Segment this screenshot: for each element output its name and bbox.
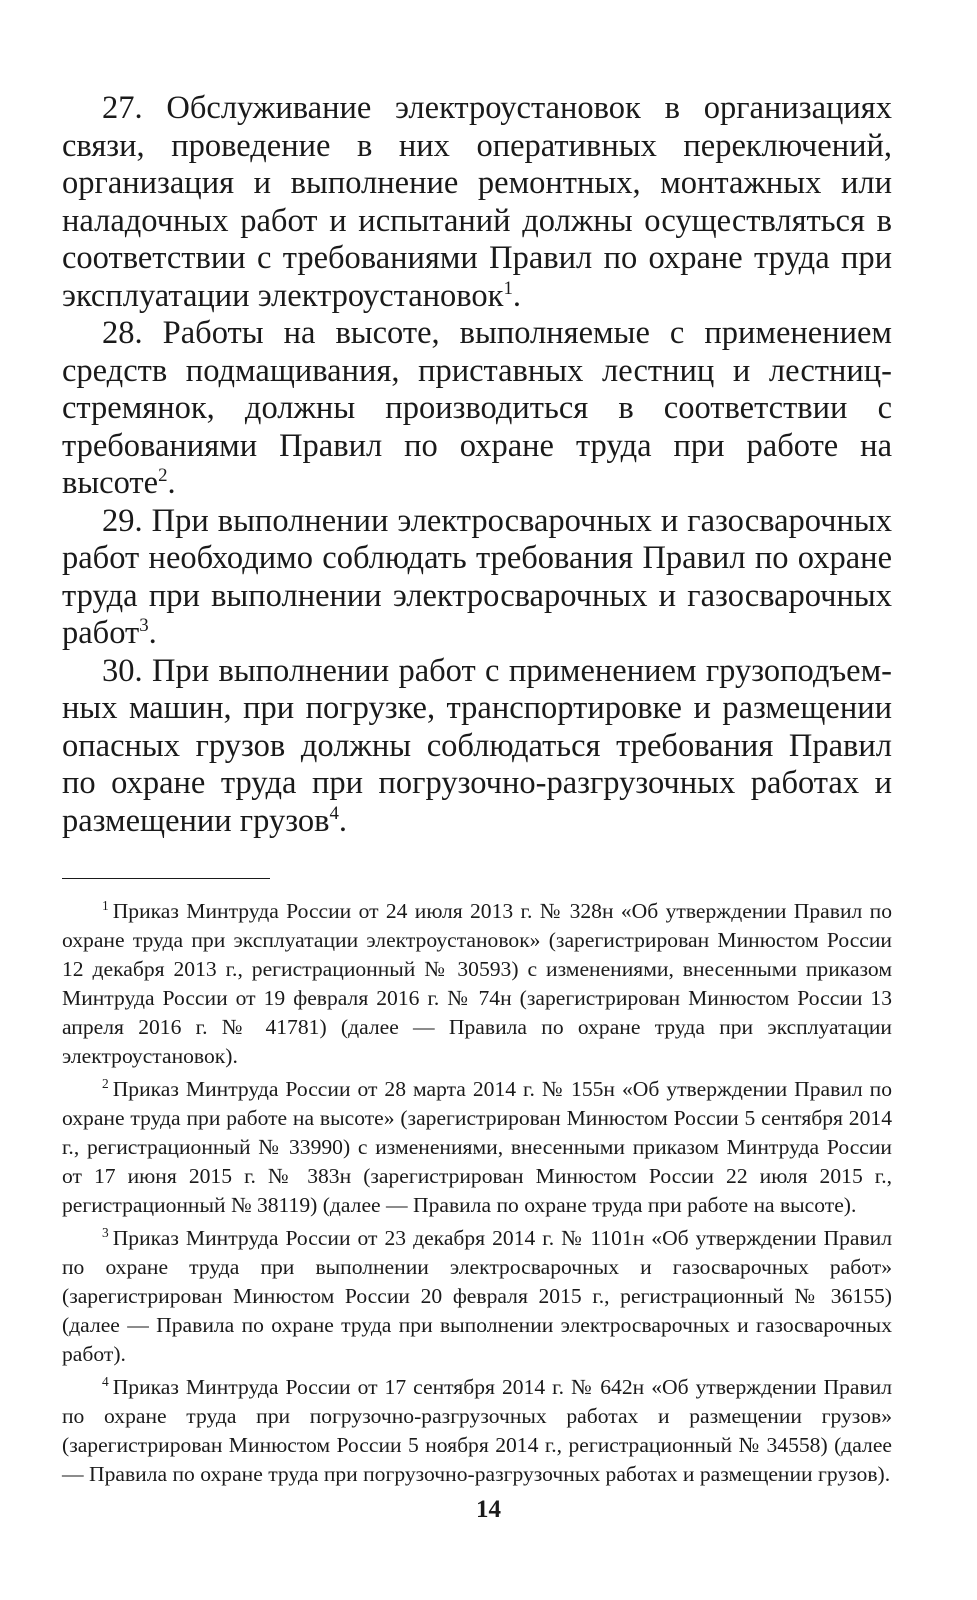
page-number: 14 xyxy=(476,1496,501,1523)
footnote-separator xyxy=(62,878,270,879)
footnote-4 xyxy=(62,1373,892,1489)
paragraph-text: 27. Обслуживание электроустановок в организациях связи, проведение в них оперативных переключений, организация и выполнение ремонтных, монтажных или наладочных работ и испытаний должны осуществляться в соответствии с требованиями Правил по охране труда при эксплуатации электроустановок xyxy=(62,90,892,314)
footnote-mark: 2 xyxy=(102,1075,109,1091)
footnote-text: Приказ Минтруда России от 24 июля 2013 г. № 328н «Об утверждении Правил по охране труда при эксплуатации электроустановок» (зарегистрирован Минюстом России 12 декабря 2013 г., регистрационный № 30593) с изменениями, внесенными приказом Минтруда России от 19 февраля 2016 г. № 74н (зарегистрирован Минюстом России 13 апреля 2016 г. № 41781) (далее — Правила по охране труда при эксплуатации электроустановок). xyxy=(62,899,892,1068)
paragraph-28 xyxy=(62,315,892,503)
footnote-1 xyxy=(62,897,892,1071)
paragraph-27 xyxy=(62,90,892,315)
document-page xyxy=(62,90,892,1493)
paragraph-text: 29. При выполнении электросварочных и газосварочных работ необходимо соблюдать требования Правил по охране труда при выполнении электросварочных и газосварочных работ xyxy=(62,502,892,651)
footnote-3 xyxy=(62,1224,892,1369)
footnote-ref: 4 xyxy=(329,802,339,824)
footnote-ref: 1 xyxy=(503,277,513,299)
paragraph-end: . xyxy=(512,277,521,314)
paragraph-text: 30. При выполнении работ с применением грузоподъемных машин, при погрузке, транспортировке и размещении опасных грузов должны соблюдаться требования Правил по охране труда при погрузочно-разгрузочных работах и размещении грузов xyxy=(62,652,892,839)
paragraph-end: . xyxy=(338,802,347,839)
footnote-mark: 1 xyxy=(102,897,109,913)
paragraph-end: . xyxy=(148,615,157,651)
footnote-2 xyxy=(62,1075,892,1220)
paragraph-29 xyxy=(62,503,892,653)
footnote-text: Приказ Минтруда России от 28 марта 2014 г. № 155н «Об утверждении Правил по охране труда при работе на высоте» (зарегистрирован Минюстом России 5 сентября 2014 г., регистрационный № 33990) с изменениями, внесенными приказом Минтруда России от 17 июня 2015 г. № 383н (зарегистрирован Минюстом России 22 июля 2015 г., регистрационный № 38119) (далее — Правила по охране труда при работе на высоте). xyxy=(62,1077,892,1217)
footnote-text: Приказ Минтруда России от 17 сентября 2014 г. № 642н «Об утверждении Правил по охране труда при погрузочно-разгрузочных работах и размещении грузов» (зарегистрирован Минюстом России 5 ноября 2014 г., регистрационный № 34558) (далее — Правила по охране труда при погрузочно-разгрузочных работах и размещении грузов). xyxy=(62,1375,892,1486)
footnotes xyxy=(62,897,892,1489)
footnote-mark: 4 xyxy=(102,1373,109,1389)
footnote-mark: 3 xyxy=(102,1224,109,1240)
footnote-ref: 2 xyxy=(158,465,168,487)
paragraph-text: 28. Работы на высоте, выполняемые с применением средств подмащивания, приставных лестниц и лестниц-стремянок, должны производиться в соответствии с требованиями Правил по охране труда при работе на высоте xyxy=(62,315,892,501)
paragraph-end: . xyxy=(167,465,176,501)
paragraph-30 xyxy=(62,653,892,841)
footnote-ref: 3 xyxy=(139,615,149,637)
main-text xyxy=(62,90,892,840)
footnote-text: Приказ Минтруда России от 23 декабря 2014 г. № 1101н «Об утверждении Правил по охране труда при выполнении электросварочных и газосварочных работ» (зарегистрирован Минюстом России 20 февраля 2015 г., регистрационный № 36155) (далее — Правила по охране труда при выполнении электросварочных и газосварочных работ). xyxy=(62,1226,892,1366)
